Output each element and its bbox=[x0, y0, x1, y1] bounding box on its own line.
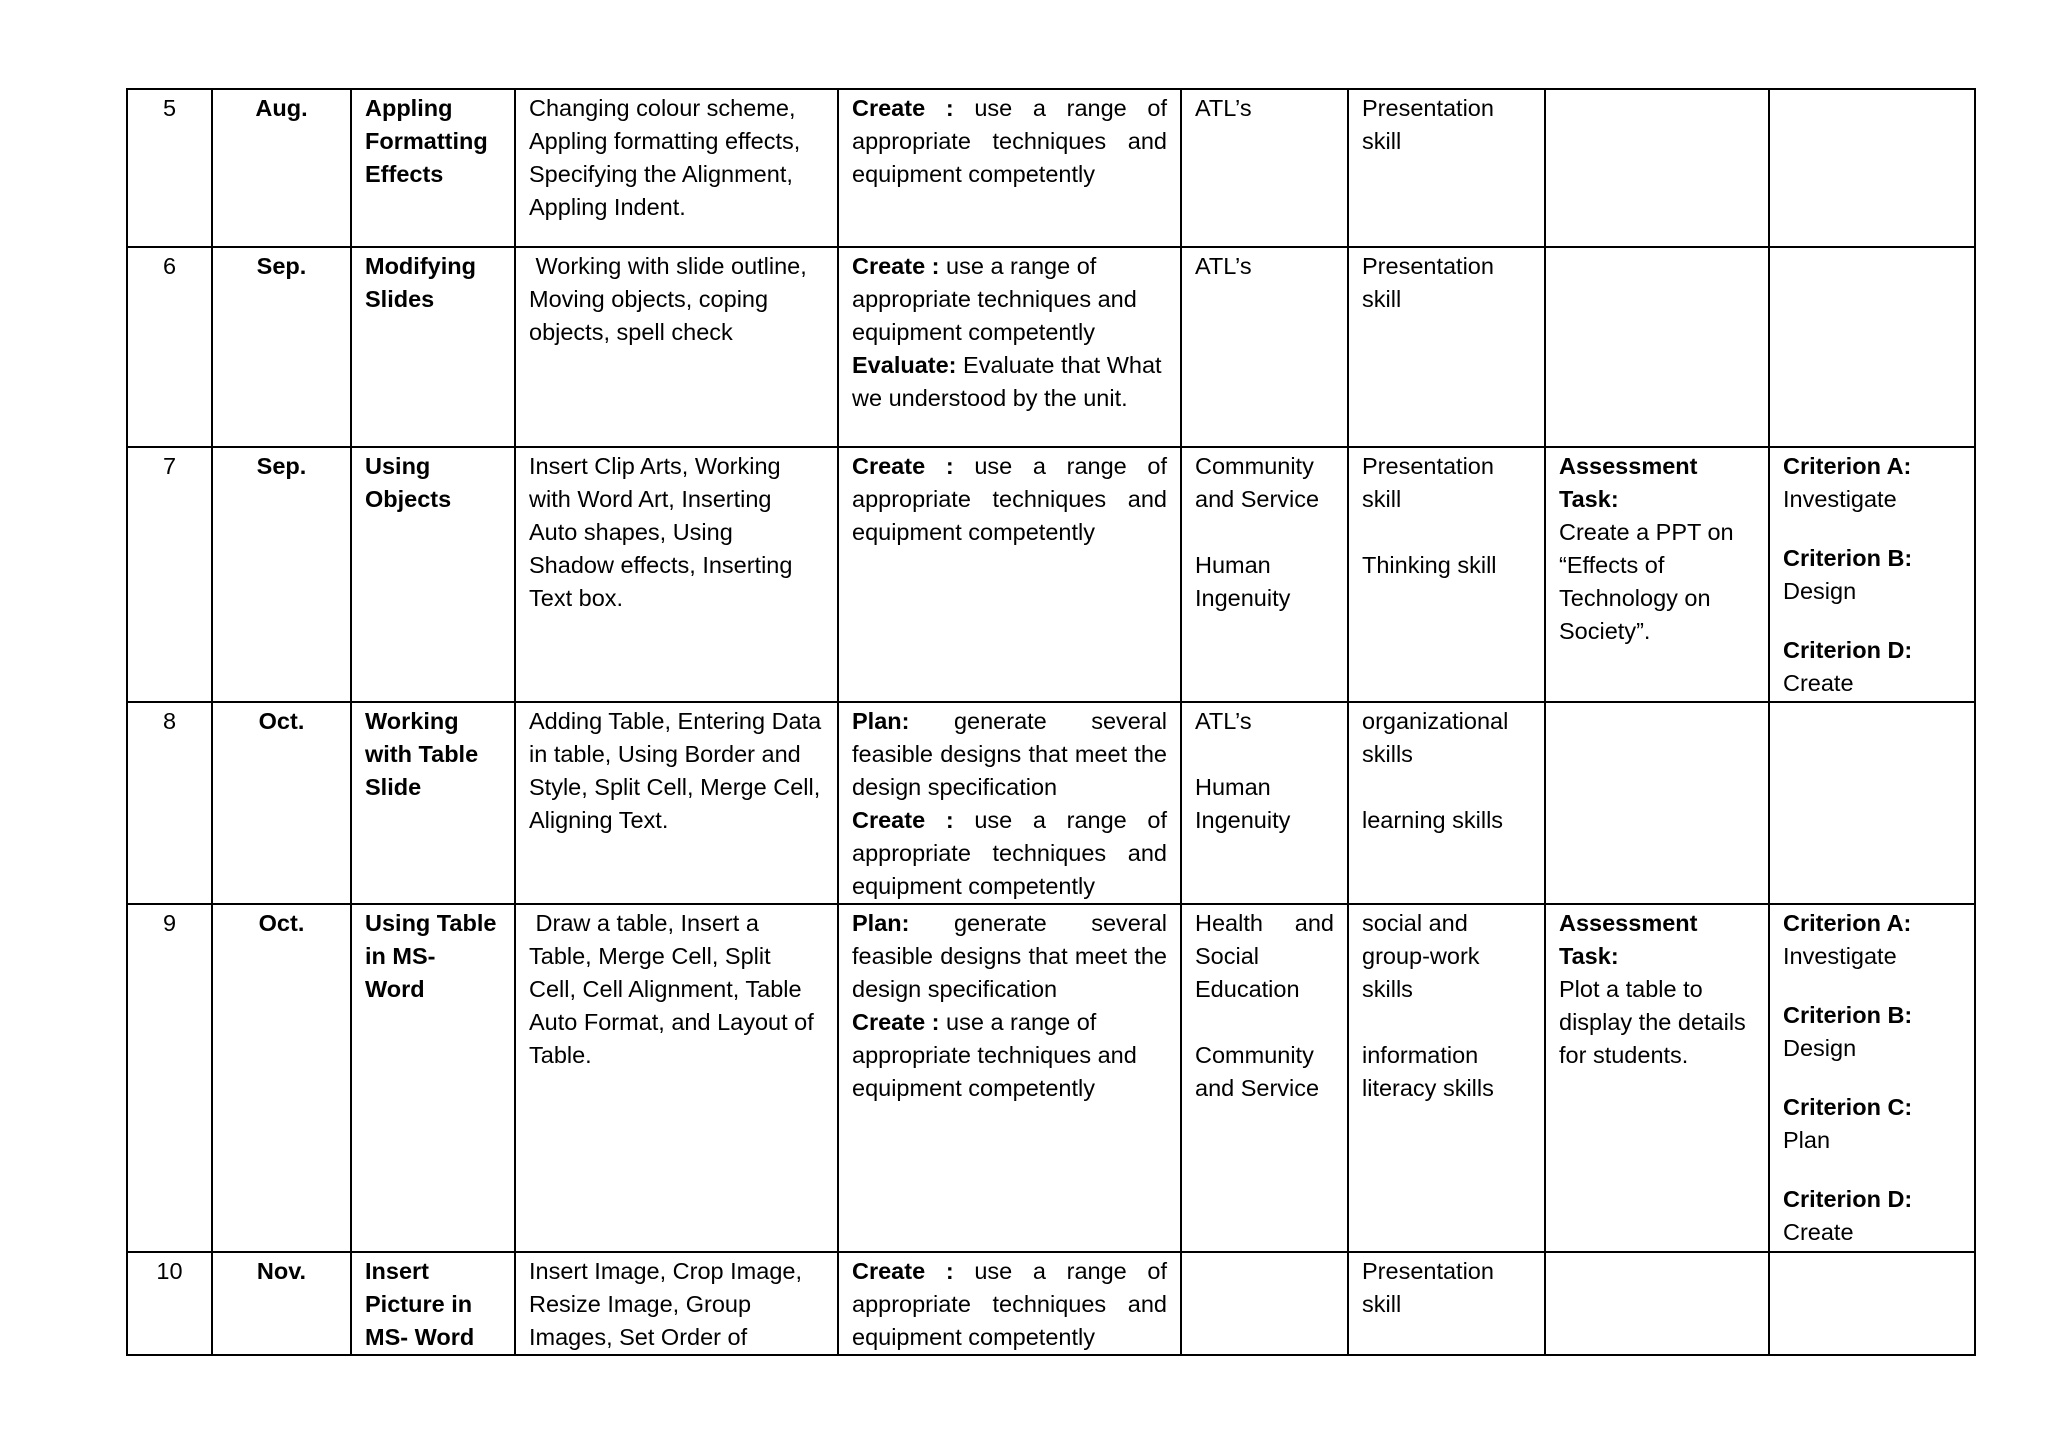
objective-text: use a range of appropriate techniques and equipment competently bbox=[852, 253, 1137, 345]
topic-cell: Using Table in MS- Word bbox=[351, 904, 515, 1252]
atl-cell bbox=[1181, 1252, 1348, 1355]
criteria-cell bbox=[1769, 1252, 1975, 1355]
objective-text: Evaluate that What we understood by the unit. bbox=[852, 352, 1162, 411]
criterion-label: Criterion D: bbox=[1783, 1186, 1913, 1212]
objective-text: use a range of appropriate techniques and equipment competently bbox=[852, 807, 1167, 899]
objective-text: use a range of appropriate techniques and equipment competently bbox=[852, 453, 1167, 545]
objective-label: Evaluate: bbox=[852, 352, 957, 378]
content-cell: Insert Clip Arts, Working with Word Art, Inserting Auto shapes, Using Shadow effects, Inserting Text box. bbox=[515, 447, 838, 702]
table-row bbox=[127, 904, 1975, 1252]
topic-cell: Insert Picture in MS- Word bbox=[351, 1252, 515, 1355]
content-cell: Working with slide outline, Moving objects, coping objects, spell check bbox=[515, 247, 838, 447]
atl-item: ATL’s bbox=[1195, 708, 1252, 734]
assessment-cell bbox=[1545, 447, 1769, 702]
objectives-cell bbox=[838, 1252, 1181, 1355]
atl-cell bbox=[1181, 447, 1348, 702]
assessment-cell bbox=[1545, 1252, 1769, 1355]
objectives-cell bbox=[838, 702, 1181, 904]
criterion-label: Criterion D: bbox=[1783, 637, 1913, 663]
skills-cell bbox=[1348, 904, 1545, 1252]
objective-text: generate several feasible designs that meet the design specification bbox=[852, 708, 1167, 800]
objective-label: Create : bbox=[852, 253, 940, 279]
criterion-label: Criterion B: bbox=[1783, 545, 1913, 571]
skills-cell bbox=[1348, 247, 1545, 447]
criterion-text: Plan bbox=[1783, 1127, 1831, 1153]
assessment-cell bbox=[1545, 702, 1769, 904]
atl-item: Human Ingenuity bbox=[1195, 774, 1291, 833]
skill-item: social and group-work skills bbox=[1362, 910, 1480, 1002]
criteria-cell bbox=[1769, 89, 1975, 247]
table-row bbox=[127, 1252, 1975, 1355]
objective-label: Create : bbox=[852, 807, 954, 833]
lesson-number-cell: 9 bbox=[127, 904, 212, 1252]
topic-cell: Appling Formatting Effects bbox=[351, 89, 515, 247]
objective-text: generate several feasible designs that meet the design specification bbox=[852, 910, 1167, 1002]
lesson-number-cell: 7 bbox=[127, 447, 212, 702]
objective-label: Create : bbox=[852, 1258, 954, 1284]
objectives-cell bbox=[838, 247, 1181, 447]
table-row bbox=[127, 247, 1975, 447]
skill-item: Presentation skill bbox=[1362, 453, 1494, 512]
assessment-text: Create a PPT on “Effects of Technology on Society”. bbox=[1559, 519, 1734, 644]
assessment-cell bbox=[1545, 89, 1769, 247]
assessment-cell bbox=[1545, 904, 1769, 1252]
criterion-text: Create bbox=[1783, 1219, 1854, 1245]
table-row bbox=[127, 447, 1975, 702]
skills-cell bbox=[1348, 702, 1545, 904]
criterion-label: Criterion A: bbox=[1783, 910, 1912, 936]
objective-label: Plan: bbox=[852, 910, 910, 936]
assessment-label: Assessment Task: bbox=[1559, 910, 1698, 969]
skill-item: Presentation skill bbox=[1362, 95, 1494, 154]
month-cell: Sep. bbox=[212, 247, 351, 447]
lesson-number-cell: 10 bbox=[127, 1252, 212, 1355]
criteria-cell bbox=[1769, 447, 1975, 702]
month-cell: Aug. bbox=[212, 89, 351, 247]
skills-cell bbox=[1348, 89, 1545, 247]
atl-item: Human Ingenuity bbox=[1195, 552, 1291, 611]
skill-item: learning skills bbox=[1362, 807, 1504, 833]
content-cell: Draw a table, Insert a Table, Merge Cell, Split Cell, Cell Alignment, Table Auto Format, and Layout of Table. bbox=[515, 904, 838, 1252]
atl-cell bbox=[1181, 247, 1348, 447]
lesson-number-cell: 5 bbox=[127, 89, 212, 247]
criterion-label: Criterion C: bbox=[1783, 1094, 1913, 1120]
skill-item: information literacy skills bbox=[1362, 1042, 1494, 1101]
table-row bbox=[127, 89, 1975, 247]
assessment-label: Assessment Task: bbox=[1559, 453, 1698, 512]
assessment-text: Plot a table to display the details for students. bbox=[1559, 976, 1746, 1068]
criterion-text: Design bbox=[1783, 578, 1857, 604]
objective-text: use a range of appropriate techniques and equipment competently bbox=[852, 1009, 1137, 1101]
skill-item: organizational skills bbox=[1362, 708, 1509, 767]
objective-text: use a range of appropriate techniques and equipment competently bbox=[852, 95, 1167, 187]
skills-cell bbox=[1348, 1252, 1545, 1355]
skill-item: Thinking skill bbox=[1362, 552, 1497, 578]
objectives-cell bbox=[838, 904, 1181, 1252]
curriculum-table bbox=[126, 88, 1976, 1356]
atl-item: Community and Service bbox=[1195, 1042, 1320, 1101]
skill-item: Presentation skill bbox=[1362, 1258, 1494, 1317]
lesson-number-cell: 8 bbox=[127, 702, 212, 904]
skills-cell bbox=[1348, 447, 1545, 702]
lesson-number-cell: 6 bbox=[127, 247, 212, 447]
criteria-cell bbox=[1769, 702, 1975, 904]
month-cell: Oct. bbox=[212, 904, 351, 1252]
criterion-label: Criterion B: bbox=[1783, 1002, 1913, 1028]
objectives-cell bbox=[838, 89, 1181, 247]
month-cell: Sep. bbox=[212, 447, 351, 702]
objective-label: Plan: bbox=[852, 708, 910, 734]
atl-item: ATL’s bbox=[1195, 95, 1252, 121]
criteria-cell bbox=[1769, 904, 1975, 1252]
content-cell: Changing colour scheme, Appling formatting effects, Specifying the Alignment, Appling Indent. bbox=[515, 89, 838, 247]
criterion-text: Design bbox=[1783, 1035, 1857, 1061]
criterion-text: Create bbox=[1783, 670, 1854, 696]
assessment-cell bbox=[1545, 247, 1769, 447]
month-cell: Oct. bbox=[212, 702, 351, 904]
criterion-text: Investigate bbox=[1783, 943, 1897, 969]
topic-cell: Working with Table Slide bbox=[351, 702, 515, 904]
atl-cell bbox=[1181, 702, 1348, 904]
objective-text: use a range of appropriate techniques and equipment competently bbox=[852, 1258, 1167, 1350]
month-cell: Nov. bbox=[212, 1252, 351, 1355]
table-row bbox=[127, 702, 1975, 904]
topic-cell: Using Objects bbox=[351, 447, 515, 702]
criterion-text: Investigate bbox=[1783, 486, 1897, 512]
objective-label: Create : bbox=[852, 95, 954, 121]
content-cell: Insert Image, Crop Image, Resize Image, Group Images, Set Order of bbox=[515, 1252, 838, 1355]
objective-label: Create : bbox=[852, 453, 954, 479]
atl-item: Community and Service bbox=[1195, 453, 1320, 512]
criterion-label: Criterion A: bbox=[1783, 453, 1912, 479]
objective-label: Create : bbox=[852, 1009, 940, 1035]
atl-item: ATL’s bbox=[1195, 253, 1252, 279]
objectives-cell bbox=[838, 447, 1181, 702]
content-cell: Adding Table, Entering Data in table, Using Border and Style, Split Cell, Merge Cell, Aligning Text. bbox=[515, 702, 838, 904]
atl-item: Health and Social Education bbox=[1195, 910, 1334, 1002]
criteria-cell bbox=[1769, 247, 1975, 447]
atl-cell bbox=[1181, 89, 1348, 247]
skill-item: Presentation skill bbox=[1362, 253, 1494, 312]
topic-cell: Modifying Slides bbox=[351, 247, 515, 447]
atl-cell bbox=[1181, 904, 1348, 1252]
